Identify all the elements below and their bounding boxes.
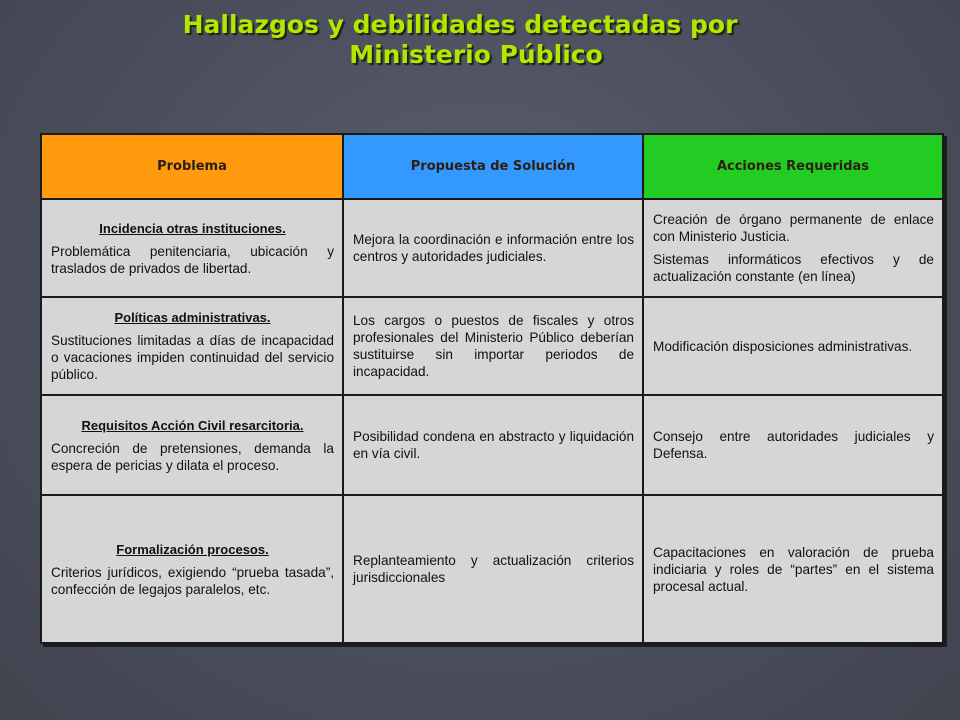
actions-cell — [643, 297, 943, 395]
solution-text: Los cargos o puestos de fiscales y otros profesionales del Ministerio Público deberían sustituirse sin importar periodos de incapacidad. — [353, 313, 634, 379]
action-text: Sistemas informáticos efectivos y de actualización constante (en línea) — [653, 252, 934, 284]
solution-cell — [343, 199, 643, 297]
actions-cell — [643, 495, 943, 643]
header-propuesta-solucion: Propuesta de Solución — [343, 134, 643, 199]
action-text: Consejo entre autoridades judiciales y Defensa. — [653, 429, 934, 461]
table-row — [41, 395, 943, 495]
problem-cell — [41, 199, 343, 297]
action-text: Capacitaciones en valoración de prueba indiciaria y roles de “partes” en el sistema procesal actual. — [653, 544, 934, 594]
findings-table — [40, 133, 944, 644]
solution-cell — [343, 297, 643, 395]
problem-text: Problemática penitenciaria, ubicación y traslados de privados de libertad. — [51, 243, 334, 276]
problem-title: Requisitos Acción Civil resarcitoria. — [81, 417, 304, 433]
problem-cell — [41, 395, 343, 495]
solution-text: Mejora la coordinación e información entre los centros y autoridades judiciales. — [353, 232, 634, 264]
problem-cell — [41, 495, 343, 643]
problem-cell — [41, 297, 343, 395]
table-row — [41, 199, 943, 297]
problem-title: Formalización procesos. — [116, 541, 269, 557]
solution-cell — [343, 495, 643, 643]
slide-title-line-2: Ministerio Público — [349, 40, 603, 69]
problem-text: Sustituciones limitadas a días de incapacidad o vacaciones impiden continuidad del servicio público. — [51, 333, 334, 382]
slide-title — [0, 10, 960, 70]
problem-title: Incidencia otras instituciones. — [99, 220, 286, 236]
action-text: Creación de órgano permanente de enlace con Ministerio Justicia. — [653, 212, 934, 244]
solution-text: Replanteamiento y actualización criterios jurisdiccionales — [353, 553, 634, 585]
solution-cell — [343, 395, 643, 495]
header-problema: Problema — [41, 134, 343, 199]
actions-cell — [643, 395, 943, 495]
problem-title: Políticas administrativas. — [114, 310, 271, 325]
problem-text: Criterios jurídicos, exigiendo “prueba tasada”, confección de legajos paralelos, etc. — [51, 564, 334, 597]
slide-title-line-1: Hallazgos y debilidades detectadas por — [182, 10, 738, 39]
action-text: Modificación disposiciones administrativas. — [653, 338, 913, 354]
problem-text: Concreción de pretensiones, demanda la espera de pericias y dilata el proceso. — [51, 440, 334, 473]
header-acciones-requeridas: Acciones Requeridas — [643, 134, 943, 199]
table-header-row — [41, 134, 943, 199]
table-row — [41, 495, 943, 643]
table-row — [41, 297, 943, 395]
actions-cell — [643, 199, 943, 297]
solution-text: Posibilidad condena en abstracto y liquidación en vía civil. — [353, 429, 634, 461]
